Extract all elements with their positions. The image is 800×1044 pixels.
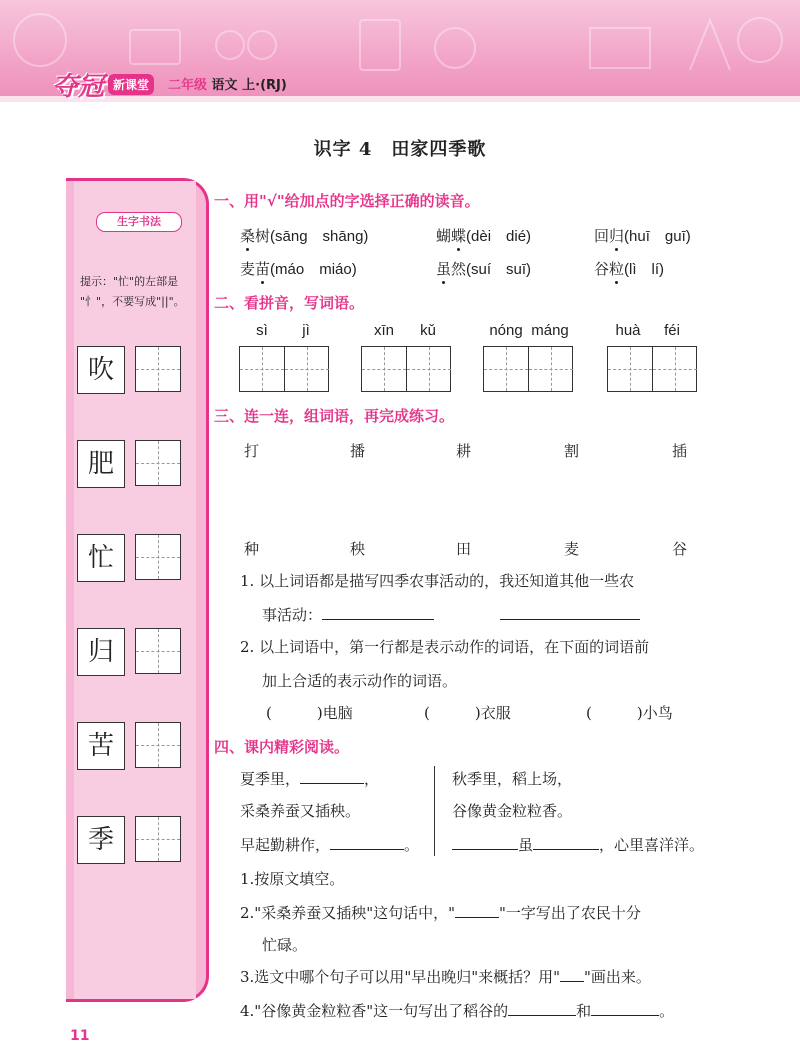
match-word-bottom[interactable]: 谷 [672,540,688,558]
grid-cell[interactable] [608,347,652,391]
match-word-bottom[interactable]: 田 [456,540,472,558]
calligraphy-tag: 生字书法 [96,212,182,232]
question-3-2-cont: 加上合适的表示动作的词语。 [262,672,458,690]
tip-line-1: 提示："忙"的左部是 [80,275,179,288]
grid-cell[interactable] [652,347,697,391]
model-char: 季 [77,816,125,864]
brand-subtitle: 新课堂 [108,74,154,95]
poem-text: ，心里喜洋洋。 [599,836,705,854]
section-4-heading: 四、课内精彩阅读。 [214,738,350,756]
answer-blank[interactable] [322,605,434,620]
poem-line [452,834,704,855]
grid-cell[interactable] [484,347,528,391]
poem-line [240,768,379,789]
char: 蝴 [436,227,452,245]
char: 回 [594,227,610,245]
poem-text: 夏季里， [240,770,301,788]
question-4-1: 1.按原文填空。 [240,870,345,888]
pinyin-options: (dèi dié) [466,228,532,245]
pinyin-options: (suí suī) [466,261,532,278]
pinyin-label: xīn [373,322,394,339]
poem-text: 早起勤耕作， [240,836,331,854]
poem-line: 秋季里，稻上场， [452,770,573,788]
practice-grid[interactable] [135,816,181,862]
pinyin-label: kǔ [420,322,436,339]
q-text: 2."采桑养蚕又插秧"这句话中，" [240,904,456,922]
brand-logo: 夺冠 [52,72,105,102]
match-word-top[interactable]: 插 [672,442,688,460]
model-char: 归 [77,628,125,676]
grade-text: 二年级 [168,78,208,93]
answer-blank[interactable] [330,835,404,850]
header-strip [0,96,800,102]
model-char: 忙 [77,534,125,582]
model-char: 肥 [77,440,125,488]
char: 然 [451,260,467,278]
practice-grid[interactable] [135,628,181,674]
char: 谷 [594,260,610,278]
answer-blank[interactable] [560,967,584,982]
pinyin-options: (huī guī) [624,228,691,245]
answer-blank[interactable] [455,903,499,918]
pinyin-label: máng [531,322,569,339]
pinyin-choice[interactable] [436,258,531,279]
answer-grid[interactable] [361,346,451,392]
dotted-char: 苗 [255,260,271,278]
pinyin-options: (máo miáo) [270,261,357,278]
grid-cell[interactable] [240,347,284,391]
dotted-char: 虽 [436,260,452,278]
answer-grid[interactable] [239,346,329,392]
q-text: 事活动： [262,606,323,624]
question-4-2 [240,902,641,923]
pinyin-choice[interactable] [240,258,357,279]
match-word-bottom[interactable]: 秧 [350,540,366,558]
pinyin-options: (lì lí) [624,261,665,278]
fill-verb[interactable]: ( )电脑 [266,704,353,722]
match-word-top[interactable]: 耕 [456,442,472,460]
grid-cell[interactable] [284,347,329,391]
practice-grid[interactable] [135,534,181,580]
match-word-top[interactable]: 播 [350,442,366,460]
dotted-char: 桑 [240,227,256,245]
fill-verb[interactable]: ( )衣服 [424,704,511,722]
pinyin-label: jì [302,322,310,339]
dotted-char: 粒 [609,260,625,278]
dotted-char: 归 [609,227,625,245]
answer-blank[interactable] [300,769,364,784]
match-word-bottom[interactable]: 麦 [564,540,580,558]
practice-grid[interactable] [135,722,181,768]
answer-blank[interactable] [500,605,640,620]
fill-verb[interactable]: ( )小鸟 [586,704,673,722]
pinyin-choice[interactable] [240,225,368,246]
grid-cell[interactable] [406,347,451,391]
pinyin-label: nóng [489,322,523,339]
poem-punct: 。 [404,836,420,854]
question-4-3 [240,966,651,987]
lesson-title: 识字 4 田家四季歌 [313,139,487,160]
writing-tip [80,272,206,312]
q-text: 3.选文中哪个句子可以用"早出晚归"来概括？用" [240,968,561,986]
q-text: 4."谷像黄金粒粒香"这一句写出了稻谷的 [240,1002,509,1020]
model-char: 苦 [77,722,125,770]
column-divider [434,766,435,856]
poem-text: 虽 [518,836,534,854]
pinyin-options: (sāng shāng) [270,228,369,245]
q-text: 和 [576,1002,592,1020]
page-number: 11 [70,1028,90,1044]
pinyin-choice[interactable] [594,258,664,279]
match-word-top[interactable]: 打 [244,442,260,460]
answer-blank[interactable] [533,835,599,850]
section-2-heading: 二、看拼音，写词语。 [214,294,365,312]
answer-blank[interactable] [508,1001,576,1016]
poem-line: 采桑养蚕又插秧。 [240,802,361,820]
char: 麦 [240,260,256,278]
match-word-bottom[interactable]: 种 [244,540,260,558]
q-text: "一字写出了农民十分 [499,904,641,922]
subject-text: 语文 [211,78,238,93]
model-char: 吹 [77,346,125,394]
answer-blank[interactable] [452,835,518,850]
section-1-heading: 一、用"√"给加点的字选择正确的读音。 [214,192,480,210]
pinyin-choice[interactable] [594,225,691,246]
q-text: "画出来。 [584,968,651,986]
answer-grid[interactable] [483,346,573,392]
volume-text: 上 [242,78,256,93]
pinyin-label: féi [664,322,680,339]
pinyin-choice[interactable] [436,225,531,246]
poem-punct: ， [364,770,380,788]
q-text: 。 [659,1002,675,1020]
dotted-char: 蝶 [451,227,467,245]
tip-line-2: "忄"，不要写成"||"。 [80,295,185,308]
question-4-4 [240,1000,674,1021]
pinyin-label: huà [615,322,641,339]
char: 树 [255,227,271,245]
question-3-2: 2. 以上词语中，第一行都是表示动作的词语，在下面的词语前 [240,638,650,656]
edition-text: (RJ) [260,78,287,93]
pinyin-label: sì [256,322,268,339]
grade-label: 二年级 语文 上·(RJ) [168,78,287,93]
practice-grid[interactable] [135,346,181,392]
question-3-1-cont [262,604,640,625]
question-3-1: 1. 以上词语都是描写四季农事活动的，我还知道其他一些农 [240,572,635,590]
section-3-heading: 三、连一连，组词语，再完成练习。 [214,407,455,425]
answer-grid[interactable] [607,346,697,392]
grid-cell[interactable] [528,347,573,391]
answer-blank[interactable] [591,1001,659,1016]
grid-cell[interactable] [362,347,406,391]
match-word-top[interactable]: 割 [564,442,580,460]
poem-line [240,834,419,855]
practice-grid[interactable] [135,440,181,486]
poem-line: 谷像黄金粒粒香。 [452,802,573,820]
question-4-2-cont: 忙碌。 [262,936,308,954]
